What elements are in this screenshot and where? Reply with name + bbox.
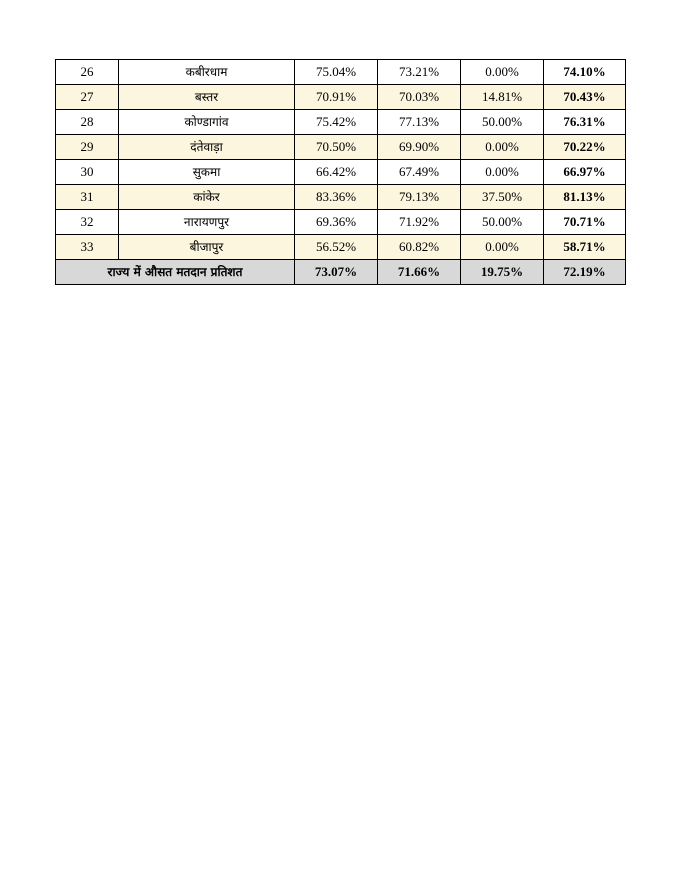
turnout-col3-cell: 0.00% (461, 135, 544, 160)
serial-number-cell: 33 (56, 235, 119, 260)
turnout-col2-cell: 77.13% (378, 110, 461, 135)
turnout-col1-cell: 75.04% (295, 60, 378, 85)
state-average-col3: 19.75% (461, 260, 544, 285)
turnout-total-cell: 76.31% (544, 110, 626, 135)
turnout-total-cell: 70.43% (544, 85, 626, 110)
district-name-cell: बीजापुर (119, 235, 295, 260)
district-name-cell: दंतेवाड़ा (119, 135, 295, 160)
turnout-total-cell: 58.71% (544, 235, 626, 260)
district-name-cell: बस्तर (119, 85, 295, 110)
turnout-col3-cell: 37.50% (461, 185, 544, 210)
turnout-col1-cell: 69.36% (295, 210, 378, 235)
table-row (56, 235, 626, 260)
state-average-label: राज्य में औसत मतदान प्रतिशत (56, 260, 295, 285)
district-name-cell: कोण्डागांव (119, 110, 295, 135)
table-row (56, 85, 626, 110)
turnout-total-cell: 81.13% (544, 185, 626, 210)
district-name-cell: कांकेर (119, 185, 295, 210)
serial-number-cell: 26 (56, 60, 119, 85)
turnout-col3-cell: 0.00% (461, 60, 544, 85)
turnout-col2-cell: 67.49% (378, 160, 461, 185)
turnout-col1-cell: 75.42% (295, 110, 378, 135)
turnout-col2-cell: 69.90% (378, 135, 461, 160)
district-name-cell: सुकमा (119, 160, 295, 185)
turnout-total-cell: 70.71% (544, 210, 626, 235)
turnout-col3-cell: 14.81% (461, 85, 544, 110)
turnout-col1-cell: 83.36% (295, 185, 378, 210)
state-average-row (56, 260, 626, 285)
turnout-col3-cell: 50.00% (461, 110, 544, 135)
state-average-col2: 71.66% (378, 260, 461, 285)
district-name-cell: नारायणपुर (119, 210, 295, 235)
district-name-cell: कबीरधाम (119, 60, 295, 85)
table-row (56, 110, 626, 135)
turnout-col2-cell: 79.13% (378, 185, 461, 210)
turnout-col2-cell: 70.03% (378, 85, 461, 110)
table-row (56, 160, 626, 185)
turnout-col1-cell: 56.52% (295, 235, 378, 260)
turnout-col1-cell: 66.42% (295, 160, 378, 185)
turnout-total-cell: 70.22% (544, 135, 626, 160)
table-row (56, 185, 626, 210)
turnout-col2-cell: 60.82% (378, 235, 461, 260)
serial-number-cell: 27 (56, 85, 119, 110)
turnout-total-cell: 66.97% (544, 160, 626, 185)
turnout-col2-cell: 71.92% (378, 210, 461, 235)
turnout-col3-cell: 0.00% (461, 160, 544, 185)
serial-number-cell: 29 (56, 135, 119, 160)
table-row (56, 210, 626, 235)
state-average-total: 72.19% (544, 260, 626, 285)
serial-number-cell: 31 (56, 185, 119, 210)
table-row (56, 60, 626, 85)
turnout-total-cell: 74.10% (544, 60, 626, 85)
turnout-col3-cell: 50.00% (461, 210, 544, 235)
turnout-col1-cell: 70.91% (295, 85, 378, 110)
table-body (56, 60, 626, 285)
serial-number-cell: 28 (56, 110, 119, 135)
state-average-col1: 73.07% (295, 260, 378, 285)
serial-number-cell: 30 (56, 160, 119, 185)
turnout-col1-cell: 70.50% (295, 135, 378, 160)
turnout-col3-cell: 0.00% (461, 235, 544, 260)
table-row (56, 135, 626, 160)
serial-number-cell: 32 (56, 210, 119, 235)
district-turnout-table (55, 59, 626, 285)
turnout-col2-cell: 73.21% (378, 60, 461, 85)
